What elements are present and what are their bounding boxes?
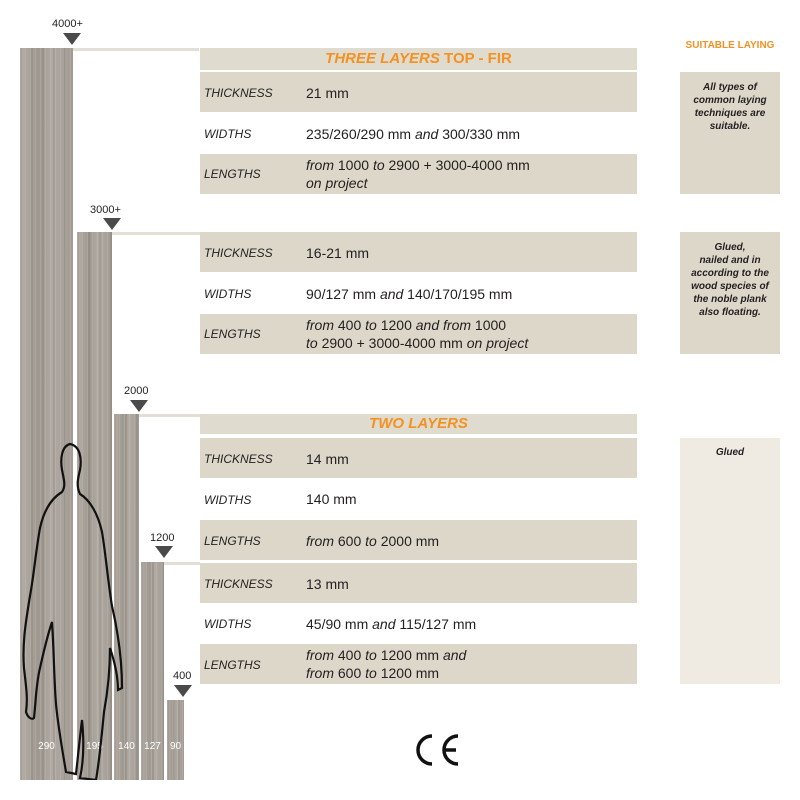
row-value-widths: 140 mm	[306, 491, 357, 507]
plank-width-label: 90	[169, 741, 182, 752]
plank-90	[167, 700, 184, 780]
row-value-thickness: 16-21 mm	[306, 245, 370, 261]
length-marker-icon	[174, 685, 192, 697]
row-label-lengths: LENGTHS	[204, 658, 261, 672]
divider	[73, 48, 199, 51]
row-value-lengths: from 400 to 1200 and from 1000 to 2900 + 3000-4000 mm on project	[306, 317, 529, 351]
length-label-2000: 2000	[124, 385, 149, 397]
plank-127	[141, 562, 164, 780]
plank-width-label: 140	[118, 741, 135, 752]
row-label-thickness: THICKNESS	[204, 452, 273, 466]
row-label-widths: WIDTHS	[204, 127, 252, 141]
laying-box-three-layers: All types of common laying techniques are suitable.	[680, 72, 780, 194]
laying-box-noble-plank: Glued, nailed and in according to the wood species of the noble plank also floating.	[680, 232, 780, 354]
row-label-widths: WIDTHS	[204, 493, 252, 507]
row-value-widths: 45/90 mm and 115/127 mm	[306, 616, 477, 632]
section-header-two-layers	[200, 414, 637, 434]
section-header-italic: TWO LAYERS	[369, 415, 468, 432]
length-label-400: 400	[173, 670, 192, 682]
row-value-thickness: 13 mm	[306, 576, 349, 592]
section-header-three-layers	[200, 48, 637, 70]
length-marker-icon	[130, 400, 148, 412]
plank-width-label: 290	[38, 741, 55, 752]
human-silhouette-icon	[18, 436, 128, 780]
divider	[112, 232, 200, 235]
length-label-3000: 3000+	[90, 204, 121, 216]
length-marker-icon	[155, 546, 173, 558]
row-label-lengths: LENGTHS	[204, 327, 261, 341]
row-label-lengths: LENGTHS	[204, 534, 261, 548]
section-header-italic: THREE LAYERS	[325, 50, 440, 67]
length-marker-icon	[103, 218, 121, 230]
row-label-thickness: THICKNESS	[204, 577, 273, 591]
laying-title: SUITABLE LAYING	[685, 40, 775, 51]
row-value-thickness: 14 mm	[306, 451, 349, 467]
row-value-lengths: from 600 to 2000 mm	[306, 533, 440, 549]
section-header-bold: TOP - FIR	[439, 50, 512, 67]
row-value-widths: 235/260/290 mm and 300/330 mm	[306, 126, 521, 142]
row-label-widths: WIDTHS	[204, 617, 252, 631]
length-label-1200: 1200	[150, 532, 175, 544]
divider	[139, 414, 200, 417]
divider	[164, 562, 200, 565]
length-marker-icon	[63, 33, 81, 45]
plank-width-label: 127	[144, 741, 161, 752]
plank-width-label: 195	[86, 741, 103, 752]
length-label-4000: 4000+	[52, 18, 83, 30]
row-value-lengths: from 1000 to 2900 + 3000-4000 mm on project	[306, 157, 530, 191]
row-label-thickness: THICKNESS	[204, 246, 273, 260]
row-value-widths: 90/127 mm and 140/170/195 mm	[306, 286, 513, 302]
row-value-lengths: from 400 to 1200 mm and from 600 to 1200 mm	[306, 647, 467, 681]
row-label-widths: WIDTHS	[204, 287, 252, 301]
row-value-thickness: 21 mm	[306, 85, 349, 101]
laying-box-two-layers: Glued	[680, 438, 780, 684]
row-label-thickness: THICKNESS	[204, 86, 273, 100]
ce-mark-icon	[410, 732, 462, 768]
row-label-lengths: LENGTHS	[204, 167, 261, 181]
